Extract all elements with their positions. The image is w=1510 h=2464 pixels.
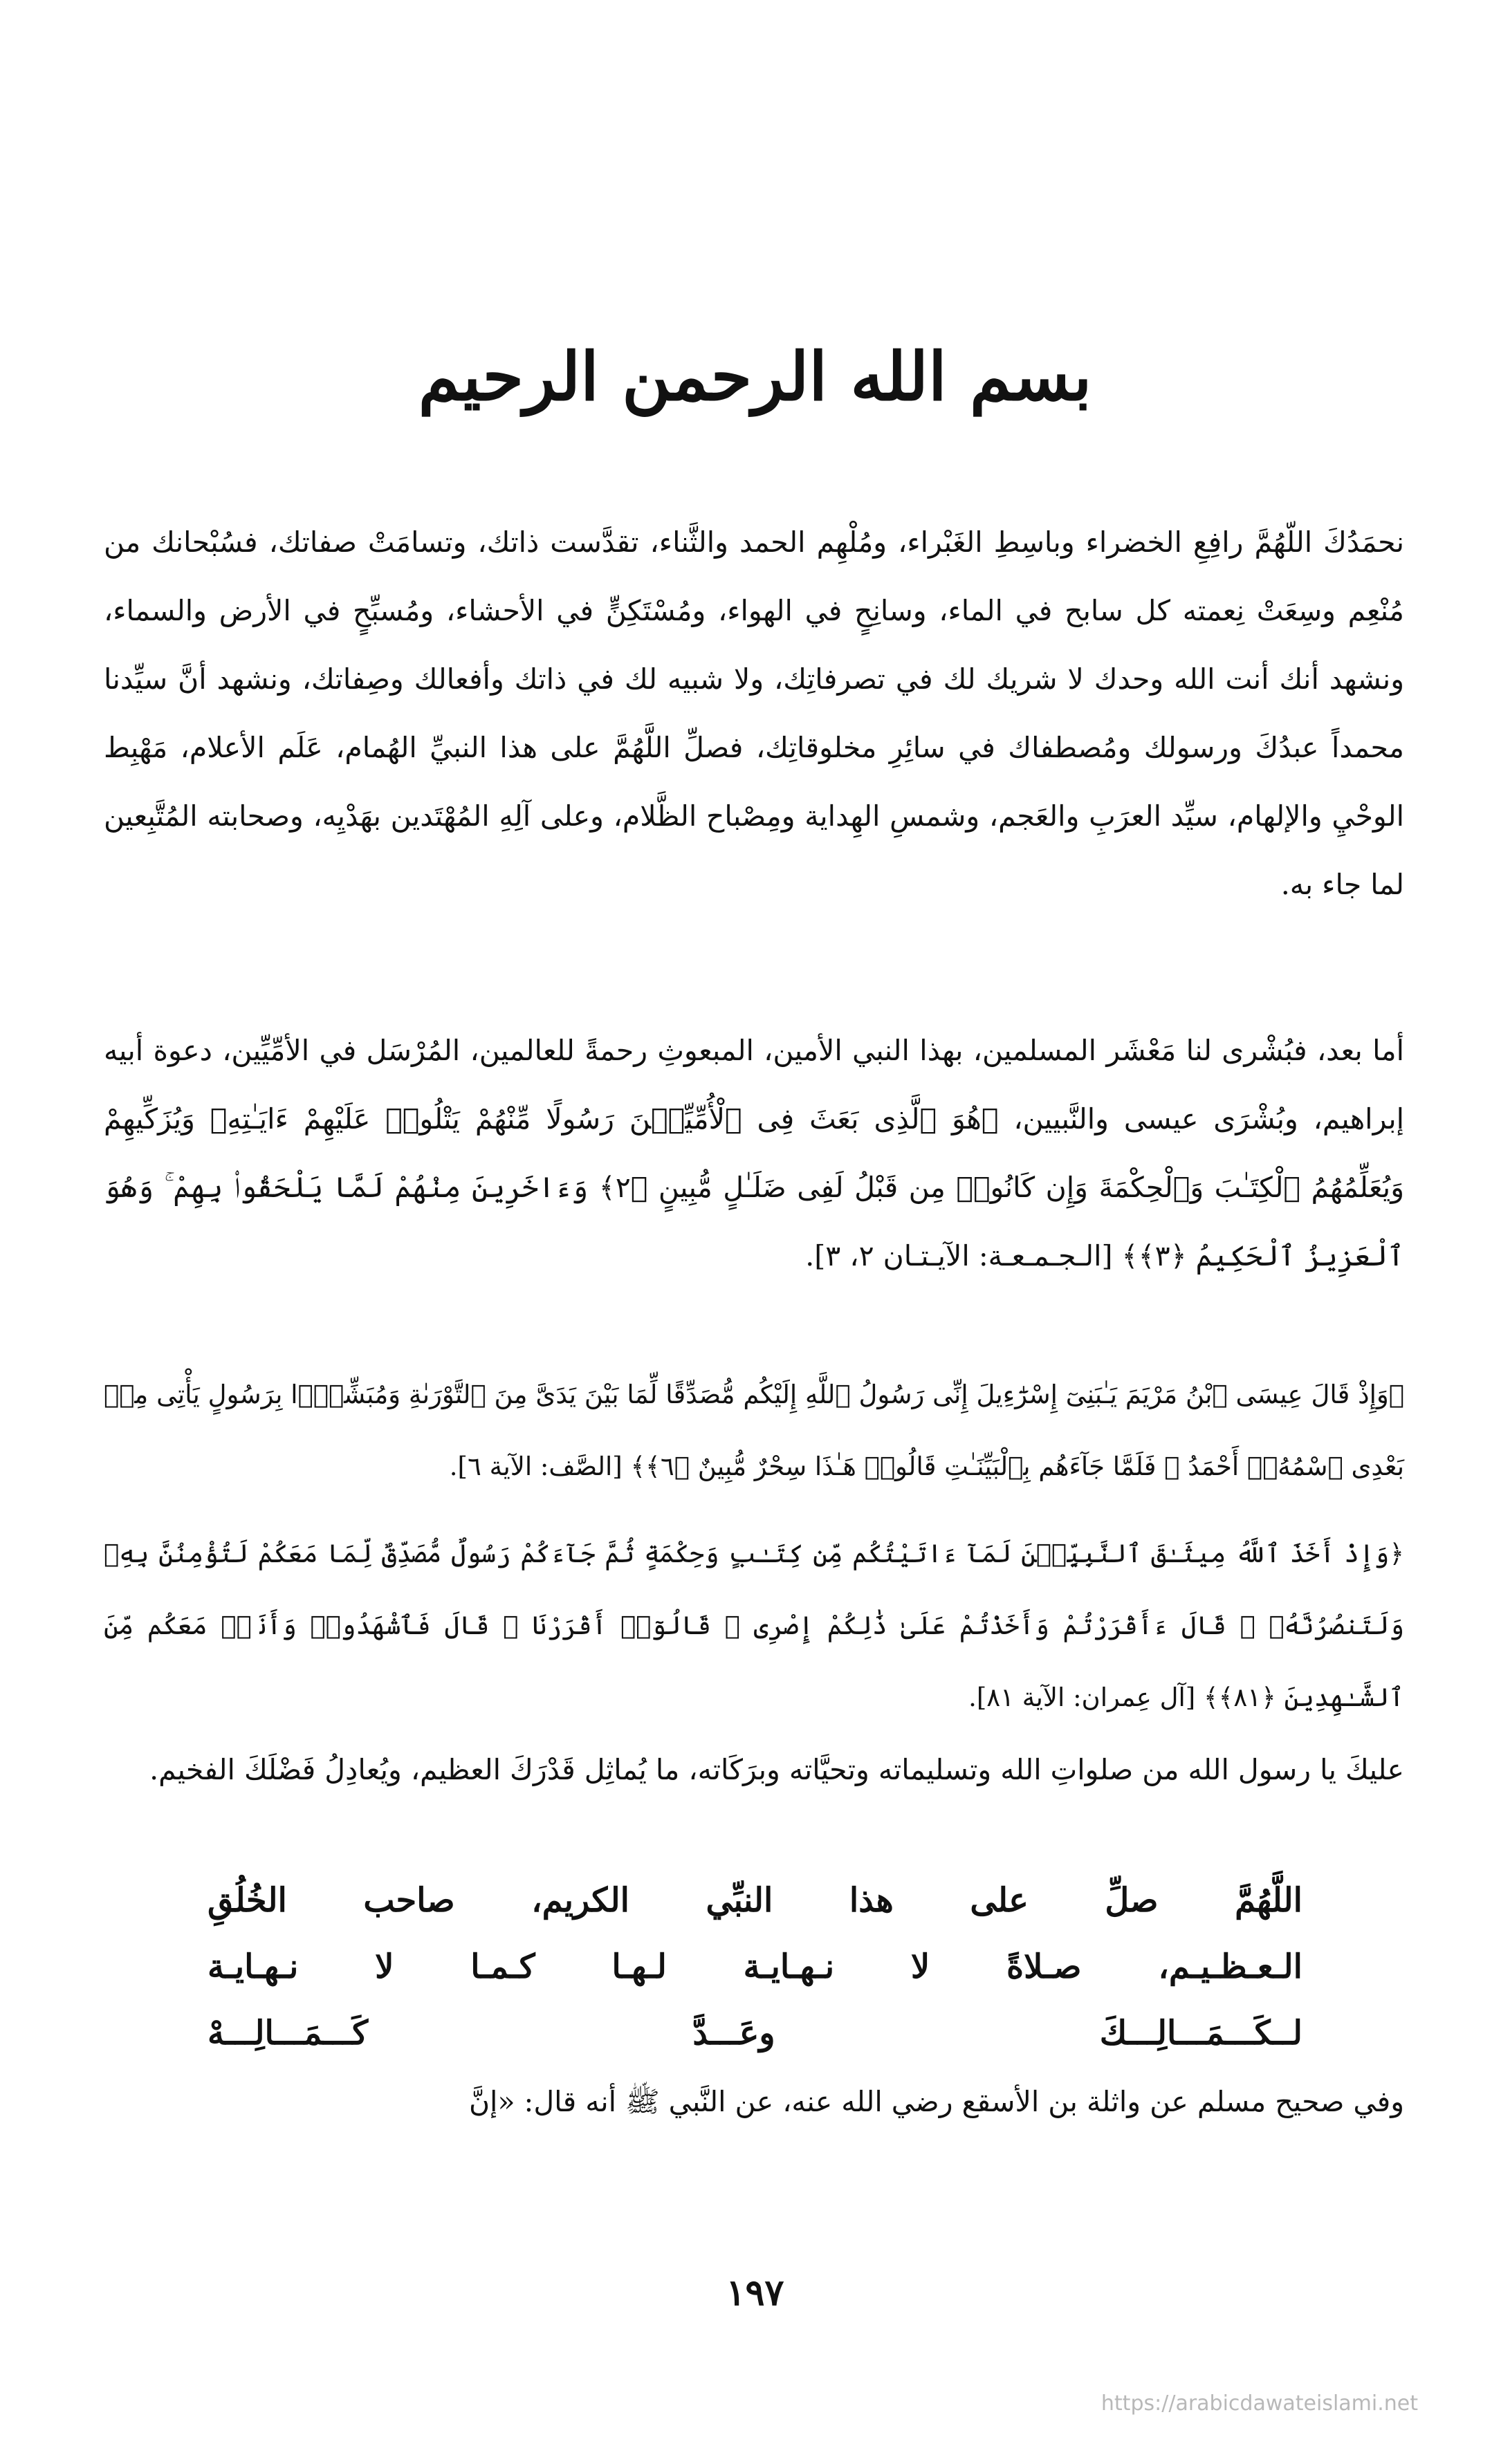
quran-imran-verse: ﴿وَإِذْ أَخَذَ ٱللَّهُ مِيثَـٰقَ ٱلنَّبِيِّـۧنَ لَمَآ ءَاتَيْتُكُم مِّن كِتَـٰبٍ وَحِكْمَةٍ ثُمَّ جَآءَكُمْ رَسُولٌ مُّصَدِّقٌ لِّمَا مَعَكُمْ لَتُؤْمِنُنَّ بِهِۦ وَلَتَنصُرُنَّهُۥ ۚ قَالَ ءَأَقْرَرْتُمْ وَأَخَذْتُمْ عَلَىٰ ذَٰلِكُمْ إِصْرِى ۖ قَالُوٓا۟ أَقْرَرْنَا ۚ قَالَ فَٱشْهَدُوا۟ وَأَنَا۠ مَعَكُم مِّنَ ٱلشَّـٰهِدِينَ ﴿٨١﴾﴾ [آل عِمران: الآية ٨١]. <box>104 1539 1404 1712</box>
poem-line-1: اللَّهُمَّ صلِّ على هذا النبِّي الكريم، صاحب الخُلُقِ <box>208 1881 1302 1920</box>
hadith-paragraph: وفي صحيح مسلم عن واثلة بن الأسقع رضي الله عنه، عن النَّبي ﷺ أنه قال: «إنَّ <box>468 2085 1404 2118</box>
bushra-paragraph: أما بعد، فبُشْرى لنا مَعْشَر المسلمين، بهذا النبي الأمين، المبعوثِ رحمةً للعالمين، المُرْسَل في الأمِّيِّين، دعوة أبيه إبراهيم، وبُشْرَى عيسى والنَّبيين، ﴿هُوَ ٱلَّذِى بَعَثَ فِى ٱلْأُمِّيِّـۧنَ رَسُولًا مِّنْهُمْ يَتْلُوا۟ عَلَيْهِمْ ءَايَـٰتِهِۦ وَيُزَكِّيهِمْ وَيُعَلِّمُهُمُ ٱلْكِتَـٰبَ وَٱلْحِكْمَةَ وَإِن كَانُوا۟ مِن قَبْلُ لَفِى ضَلَـٰلٍ مُّبِينٍ ﴿٢﴾ وَءَاخَرِينَ مِنْهُمْ لَمَّا يَلْحَقُوا۟ بِهِمْ ۚ وَهُوَ ٱلْعَزِيزُ ٱلْحَكِيمُ ﴿٣﴾﴾ [الـجـمـعـة: الآيـتـان ٢، ٣]. <box>104 1034 1404 1272</box>
basmala-calligraphy: بسم الله الرحمن الرحيم <box>418 337 1092 416</box>
intro-paragraph: نحمَدُكَ اللّهُمَّ رافِعِ الخضراء وباسِطِ الغَبْراء، ومُلْهِم الحمد والثَّناء، تقدَّست ذاتك، وتسامَتْ صفاتك، فسُبْحانك من مُنْعِم وسِعَتْ نِعمته كل سابح في الماء، وسانِحٍ في الهواء، ومُسْتَكِنٍّ في الأحشاء، ومُسبِّحٍ في الأرض والسماء، ونشهد أنك أنت الله وحدك لا شريك لك في تصرفاتِك، ولا شبيه لك في ذاتك وأفعالك وصِفاتك، ونشهد أنَّ سيِّدنا محمداً عبدُكَ ورسولك ومُصطفاك في سائِرِ مخلوقاتِك، فصلِّ اللَّهُمَّ على هذا النبيِّ الهُمام، عَلَم الأعلام، مَهْبِط الوحْيِ والإلهام، سيِّد العرَبِ والعَجم، وشمسِ الهِداية ومِصْباح الظَّلام، وعلى آلِهِ المُهْتَدين بهَدْيِه، وصحابته المُتَّبِعين لما جاء به. <box>104 526 1404 901</box>
salawat-poem <box>208 1867 1302 2066</box>
page-number: ١٩٧ <box>726 2272 784 2314</box>
watermark-url: https://arabicdawateislami.net <box>1101 2391 1418 2416</box>
poem-line-2: الـعـظـيـم، صـلاةً لا نـهـايـة لـهـا كـمـا لا نـهـايـة <box>208 1947 1302 1986</box>
salat-paragraph: عليكَ يا رسول الله من صلواتِ الله وتسليماته وتحيَّاته وبرَكَاته، ما يُماثِل قَدْرَكَ العظيم، ويُعادِلُ فَضْلَكَ الفخيم. <box>149 1753 1404 1786</box>
quran-saff-verse: ﴿وَإِذْ قَالَ عِيسَى ٱبْنُ مَرْيَمَ يَـٰبَنِىٓ إِسْرَٰٓءِيلَ إِنِّى رَسُولُ ٱللَّهِ إِلَيْكُم مُّصَدِّقًا لِّمَا بَيْنَ يَدَىَّ مِنَ ٱلتَّوْرَىٰةِ وَمُبَشِّرًۢا بِرَسُولٍ يَأْتِى مِنۢ بَعْدِى ٱسْمُهُۥٓ أَحْمَدُ ۖ فَلَمَّا جَآءَهُم بِٱلْبَيِّنَـٰتِ قَالُوا۟ هَـٰذَا سِحْرٌ مُّبِينٌ ﴿٦﴾﴾ [الصَّف: الآية ٦]. <box>104 1380 1404 1481</box>
poem-line-3: لــكَـــمَـــالِـــكَ وعَـــدَّ كَـــمَـــالِـــهْ <box>208 2014 1302 2053</box>
